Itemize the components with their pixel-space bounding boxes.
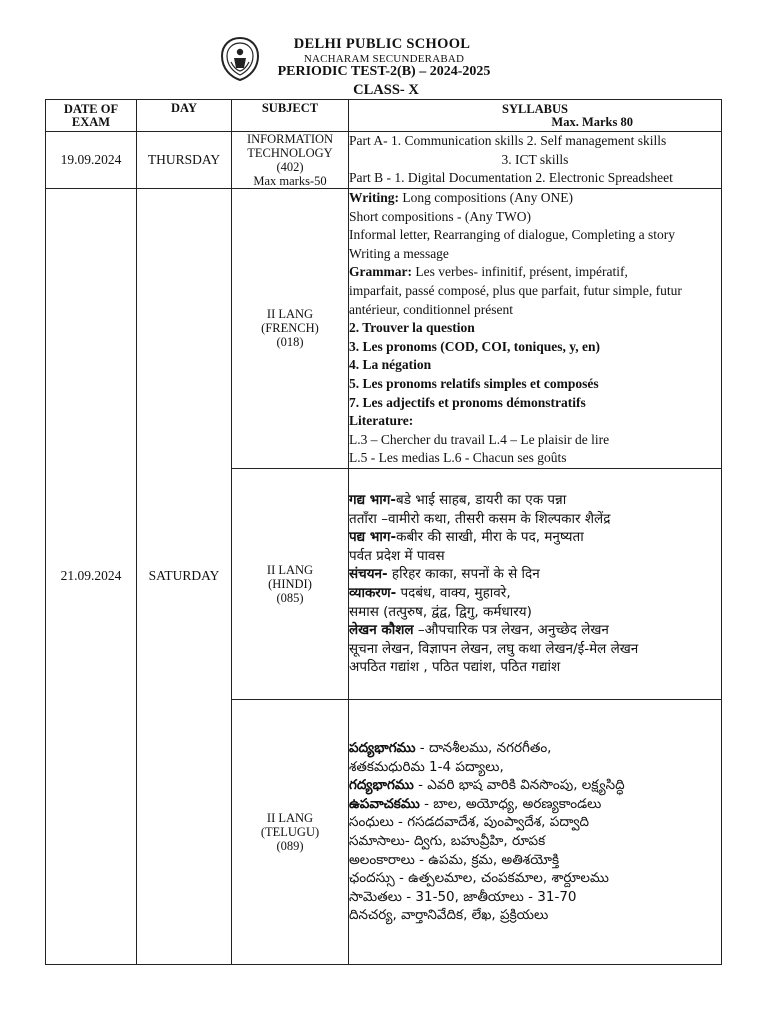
- syllabus-line: antérieur, conditionnel présent: [349, 301, 514, 317]
- syllabus-line: imparfait, passé composé, plus que parfait, futur simple, futur: [349, 282, 682, 298]
- school-branch: NACHARAM SECUNDERABAD: [303, 53, 465, 65]
- subject-column-header: SUBJECT: [232, 100, 349, 132]
- writing-label: Writing:: [349, 190, 399, 205]
- lekhan-text: –औपचारिक पत्र लेखन, अनुच्छेद लेखन: [413, 622, 609, 639]
- syllabus-line: Informal letter, Rearranging of dialogue, Completing a story: [349, 227, 675, 243]
- school-name: DELHI PUBLIC SCHOOL: [293, 36, 471, 52]
- syllabus-line: Writing a message: [349, 245, 449, 261]
- syllabus-line: [349, 528, 721, 547]
- lekhan-label: लेखन कौशल: [349, 622, 414, 639]
- syllabus-french: [349, 189, 722, 469]
- syllabus-line: ఛందస్సు - ఉత్పలమాల, చంపకమాల, శార్దూలము: [349, 870, 609, 887]
- syllabus-line: Part B - 1. Digital Documentation 2. Electronic Spreadsheet: [349, 170, 673, 186]
- syllabus-line: శతకమధురిమ 1-4 పద్యాలు,: [349, 758, 504, 775]
- subject-information-technology: [232, 132, 349, 189]
- upavachakamu-text: - బాల, అయోధ్య, అరణ్యకాండలు: [419, 795, 602, 812]
- subject-line: II LANG: [266, 307, 314, 322]
- syllabus-information-technology: [349, 132, 722, 189]
- day-column-header: DAY: [137, 100, 232, 132]
- subject-max-marks: Max marks-50: [253, 174, 327, 188]
- exam-schedule-table: [45, 99, 722, 965]
- syllabus-line: సామెతలు - 31-50, జాతీయాలు - 31-70: [349, 888, 577, 905]
- syllabus-line: तताँरा –वामीरो कथा, तीसरी कसम के शिल्पकार शैलेंद्र: [349, 510, 611, 527]
- subject-line: II LANG: [266, 562, 314, 577]
- sanchayan-label: संचयन-: [349, 566, 388, 583]
- exam-day: SATURDAY: [137, 189, 232, 965]
- syllabus-line: सूचना लेखन, विज्ञापन लेखन, लघु कथा लेखन/ई-मेल लेखन: [349, 640, 639, 657]
- syllabus-line: [349, 189, 721, 208]
- subject-line: II LANG: [266, 810, 314, 825]
- table-header-row: [46, 100, 722, 132]
- syllabus-line: సంధులు - గసడదవాదేశ, పుంప్వాదేశ, పద్వాది: [349, 814, 590, 831]
- gadya-bhagamu-text: - ఎవరి భాష వారికి వినసొంపు, లక్ష్యసిద్ధి: [413, 777, 625, 794]
- subject-line: (085): [276, 590, 304, 605]
- syllabus-line: L.3 – Chercher du travail L.4 – Le plaisir de lire: [349, 431, 610, 447]
- syllabus-line: [349, 491, 721, 510]
- exam-date: 21.09.2024: [46, 189, 137, 965]
- class-label: CLASS- X: [353, 82, 419, 98]
- subject-line: (018): [276, 335, 304, 350]
- sanchayan-text: हरिहर काका, सपनों के से दिन: [387, 566, 540, 583]
- padya-bhagamu-text: - దానశీలము, నగరగీతం,: [415, 739, 552, 756]
- subject-telugu: [232, 699, 349, 964]
- syllabus-line: [349, 263, 721, 282]
- literature-label: Literature:: [349, 413, 414, 429]
- syllabus-line: 3. ICT skills: [501, 151, 569, 167]
- syllabus-line: Part A- 1. Communication skills 2. Self management skills: [349, 133, 667, 149]
- table-row: [46, 132, 722, 189]
- exam-day: THURSDAY: [137, 132, 232, 189]
- test-title: PERIODIC TEST-2(B) – 2024-2025: [277, 64, 491, 79]
- syllabus-line: 5. Les pronoms relatifs simples et composés: [349, 375, 599, 391]
- subject-line: (FRENCH): [261, 321, 319, 336]
- syllabus-line: [349, 621, 721, 640]
- syllabus-line: 3. Les pronoms (COD, COI, toniques, y, en): [349, 338, 601, 354]
- subject-line: (089): [276, 838, 304, 853]
- syllabus-line: సమాసాలు- ద్విగు, బహువ్రీహి, రూపక: [349, 832, 546, 849]
- syllabus-line: [349, 565, 721, 584]
- subject-french: [232, 189, 349, 469]
- padya-label: पद्य भाग-: [349, 529, 397, 546]
- gadya-bhagamu-label: గద్యభాగము: [349, 777, 414, 794]
- syllabus-line: [349, 739, 721, 758]
- syllabus-line: [349, 776, 721, 795]
- subject-line: INFORMATION: [246, 132, 334, 146]
- vyakaran-label: व्याकरण-: [349, 584, 397, 601]
- syllabus-line: Short compositions - (Any TWO): [349, 208, 531, 224]
- subject-line: (402): [276, 160, 304, 174]
- subject-line: TECHNOLOGY: [247, 146, 333, 160]
- date-column-header: DATE OF EXAM: [46, 100, 137, 132]
- syllabus-line: అలంకారాలు - ఉపమ, క్రమ, అతిశయోక్తి: [349, 851, 560, 868]
- max-marks-label: Max. Marks 80: [551, 114, 633, 129]
- syllabus-line: पर्वत प्रदेश में पावस: [349, 547, 445, 564]
- grammar-text: Les verbes- infinitif, présent, impératif,: [411, 264, 628, 280]
- syllabus-telugu: [349, 699, 722, 964]
- subject-hindi: [232, 468, 349, 699]
- syllabus-line: 2. Trouver la question: [349, 320, 475, 336]
- syllabus-line: 7. Les adjectifs et pronoms démonstratifs: [349, 394, 586, 410]
- grammar-label: Grammar:: [349, 264, 412, 280]
- table-row: [46, 189, 722, 469]
- syllabus-line: अपठित गद्यांश , पठित पद्यांश, पठित गद्यांश: [349, 659, 561, 676]
- writing-text: Long compositions (Any ONE): [399, 190, 573, 205]
- subject-line: (HINDI): [268, 576, 312, 591]
- syllabus-line: L.5 - Les medias L.6 - Chacun ses goûts: [349, 450, 567, 466]
- gadya-label: गद्य भाग-: [349, 491, 396, 508]
- syllabus-line: [349, 584, 721, 603]
- syllabus-header-label: SYLLABUS: [502, 101, 568, 116]
- syllabus-line: समास (तत्पुरुष, द्वंद्व, द्विगु, कर्मधारय): [349, 603, 532, 620]
- syllabus-line: 4. La négation: [349, 357, 432, 373]
- syllabus-line: దినచర్య, వార్తానివేదిక, లేఖ, ప్రక్రియలు: [349, 907, 549, 924]
- padya-bhagamu-label: పద్యభాగము: [349, 739, 416, 756]
- subject-line: (TELUGU): [260, 824, 320, 839]
- exam-date: 19.09.2024: [46, 132, 137, 189]
- upavachakamu-label: ఉపవాచకము: [349, 795, 420, 812]
- syllabus-hindi: [349, 468, 722, 699]
- syllabus-line: [349, 795, 721, 814]
- gadya-text: बडे भाई साहब, डायरी का एक पन्ना: [396, 491, 567, 508]
- vyakaran-text: पदबंध, वाक्य, मुहावरे,: [396, 584, 511, 601]
- syllabus-column-header: [349, 100, 722, 132]
- padya-text: कबीर की साखी, मीरा के पद, मनुष्यता: [396, 529, 584, 546]
